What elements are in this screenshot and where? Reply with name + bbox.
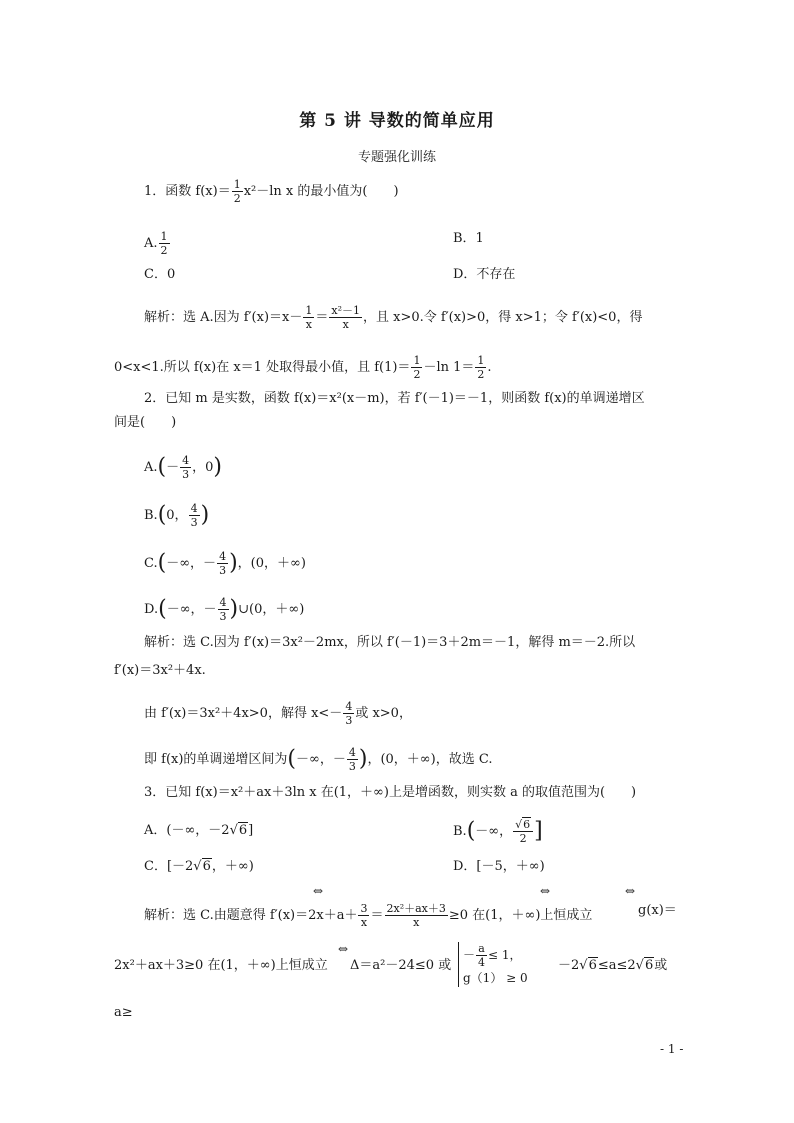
page-title: 第 5 讲 导数的简单应用 [299, 111, 495, 131]
q2-stem-line-1: 2．已知 m 是实数，函数 f(x)＝x²(x－m)，若 f′(－1)＝－1，则函数 f(x)的单调递增区 [144, 391, 645, 406]
q2-option-b: B.(0， $\frac{4}{3}$ ) [144, 502, 210, 529]
q1-solution-line-2: 0<x<1.所以 f(x)在 x＝1 处取得最小值，且 f(1)＝ $\frac{1}{2}$ －ln 1＝ $\frac{1}{2}$ . [114, 354, 492, 381]
q1-option-c: C．0 [144, 267, 176, 282]
fraction: $\frac{4}{3}$ [190, 502, 198, 529]
fraction: $\frac{4}{3}$ [345, 700, 353, 727]
q3-solution-line-1: 解析：选 C.由题意得 f′(x)＝2x＋a＋ $\frac{3}{x}$ ＝ $\frac{\text{2x²＋ax＋3}}{x}$ ≥0 在(1，＋∞)上恒成立 [144, 902, 593, 929]
page-number: - 1 - [660, 1042, 684, 1056]
q3-option-c: C．[－2√6，＋∞) [144, 859, 254, 874]
q1-solution-line-1: 解析：选 A.因为 f′(x)＝x－ $\frac{1}{x}$ ＝ $\frac{\text{x²－1}}{x}$ ，且 x>0.令 f′(x)>0，得 x>1；令 f′(x)<0，得 [144, 304, 643, 331]
q2-option-a: A.(－ $\frac{4}{3}$ ，0) [144, 454, 223, 481]
fraction: $\frac{4}{3}$ [219, 550, 227, 577]
q2-option-c: C.(－∞，－ $\frac{4}{3}$ )，(0，＋∞) [144, 550, 306, 577]
q1-stem: 1．函数 f(x)＝ $\frac{1}{2}$ x²－ln x 的最小值为( ) [144, 178, 399, 205]
q2-solution-line-2: f′(x)＝3x²＋4x. [114, 663, 206, 678]
fraction: $\frac{1}{2}$ [413, 354, 421, 381]
fraction: $\frac{4}{3}$ [182, 454, 190, 481]
q3-option-a: A．(－∞，－2√6] [144, 823, 254, 838]
fraction: $\frac{1}{2}$ [160, 230, 168, 257]
q2-solution-line-4: 即 f(x)的单调递增区间为(－∞，－ $\frac{4}{3}$ )，(0，＋∞)，故选 C. [144, 746, 493, 773]
q3-option-d: D．[－5，＋∞) [453, 859, 545, 874]
q3-option-b: B.(－∞， $\frac{√6}{2}$ ] [453, 818, 543, 845]
fraction: $\frac{3}{x}$ [360, 902, 368, 929]
inequality-system: － $\frac{a}{4}$ ≤ 1， g（1） ≥ 0 [458, 942, 528, 987]
q1-option-a: A. $\frac{1}{2}$ [144, 230, 168, 257]
fraction: $\frac{a}{4}$ [478, 942, 486, 969]
q3-solution-system [458, 942, 528, 987]
fraction: $\frac{1}{2}$ [233, 178, 241, 205]
iff-symbol: ⇔ [313, 884, 324, 898]
iff-symbol: ⇔ [540, 884, 551, 898]
q2-option-d: D.(－∞，－ $\frac{4}{3}$ )∪(0，＋∞) [144, 596, 305, 623]
q2-solution-line-1: 解析：选 C.因为 f′(x)＝3x²－2mx，所以 f′(－1)＝3＋2m＝－1，解得 m＝－2.所以 [144, 635, 636, 650]
fraction: $\frac{4}{3}$ [219, 596, 227, 623]
q3-solution-line-2: 2x²＋ax＋3≥0 在(1，＋∞)上恒成立 [114, 958, 328, 973]
q2-stem-line-2: 间是( ) [114, 415, 177, 430]
fraction: $\frac{\text{2x²＋ax＋3}}{x}$ [386, 902, 446, 929]
iff-symbol: ⇔ [338, 942, 349, 956]
q1-option-b: B．1 [453, 231, 484, 246]
page-subtitle: 专题强化训练 [357, 150, 436, 165]
iff-symbol: ⇔ [625, 884, 636, 898]
q2-solution-line-3: 由 f′(x)＝3x²＋4x>0，解得 x<－ $\frac{4}{3}$ 或 x>0， [144, 700, 412, 727]
fraction: $\frac{4}{3}$ [348, 746, 356, 773]
fraction: $\frac{\text{x²－1}}{x}$ [331, 304, 360, 331]
q3-solution-range: －2√6≤a≤2√6或 [558, 958, 668, 973]
q3-solution-delta: Δ＝a²－24≤0 或 [350, 958, 452, 973]
fraction: $\frac{1}{x}$ [305, 304, 313, 331]
fraction: $\frac{1}{2}$ [477, 354, 485, 381]
q3-solution-line-3: a≥ [114, 1005, 133, 1020]
fraction: $\frac{√6}{2}$ [513, 818, 533, 845]
q3-solution-gx: g(x)＝ [638, 903, 677, 918]
q1-option-d: D．不存在 [453, 267, 516, 282]
q3-stem: 3．已知 f(x)＝x²＋ax＋3ln x 在(1，＋∞)上是增函数，则实数 a 的取值范围为( ) [144, 785, 637, 800]
